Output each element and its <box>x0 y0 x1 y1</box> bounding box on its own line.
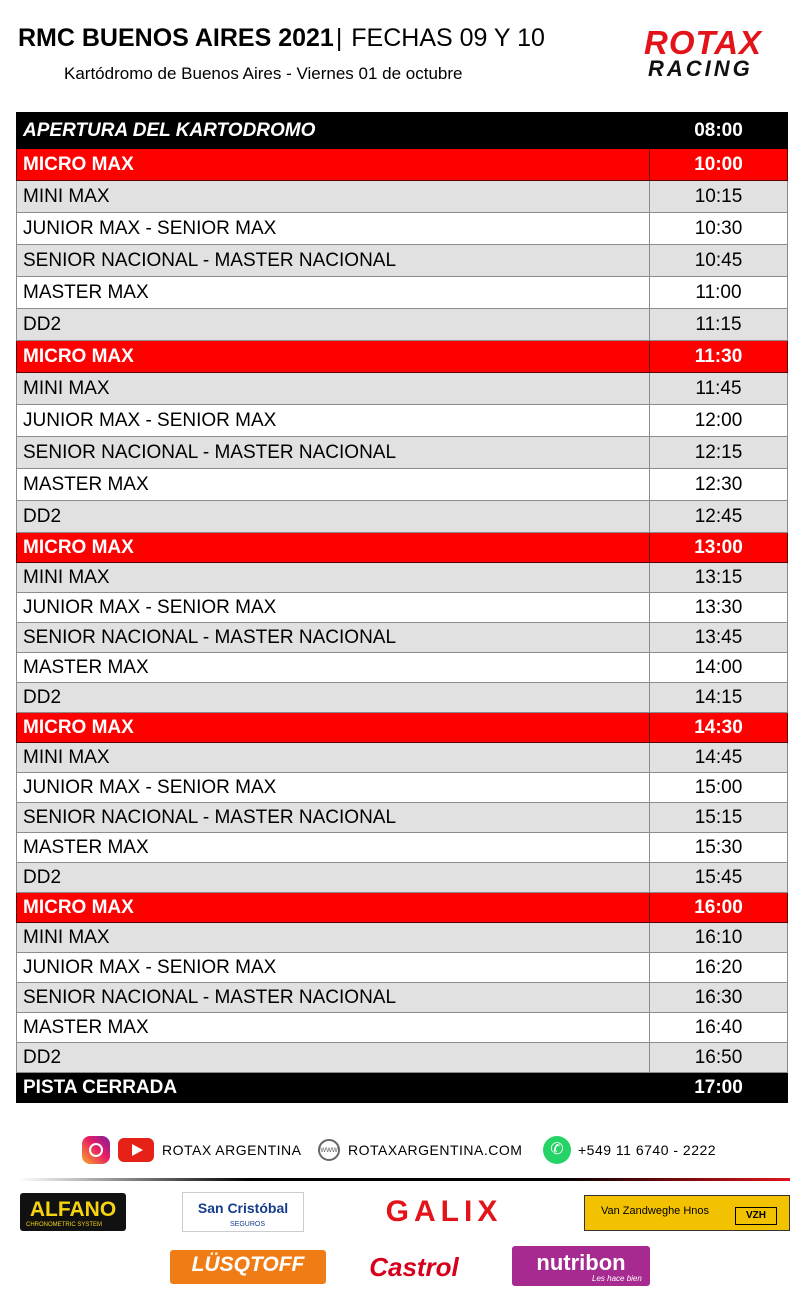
session-name: MINI MAX <box>17 923 650 953</box>
session-name: DD2 <box>17 309 650 341</box>
session-time: 11:00 <box>650 277 788 309</box>
schedule-row <box>17 277 788 309</box>
session-name: JUNIOR MAX - SENIOR MAX <box>17 953 650 983</box>
session-name: SENIOR NACIONAL - MASTER NACIONAL <box>17 983 650 1013</box>
session-time: 11:30 <box>650 341 788 373</box>
session-time: 16:50 <box>650 1043 788 1073</box>
session-name: MICRO MAX <box>17 341 650 373</box>
schedule-row <box>17 1013 788 1043</box>
session-name: MASTER MAX <box>17 653 650 683</box>
schedule-row <box>17 149 788 181</box>
session-time: 13:30 <box>650 593 788 623</box>
session-time: 08:00 <box>650 113 788 149</box>
schedule-row <box>17 653 788 683</box>
session-time: 12:45 <box>650 501 788 533</box>
sponsor-san-cristobal: San Cristóbal <box>182 1192 304 1232</box>
page-header <box>0 0 800 110</box>
session-time: 11:45 <box>650 373 788 405</box>
rotax-logo: ROTAX <box>644 24 763 61</box>
session-name: MINI MAX <box>17 563 650 593</box>
session-time: 16:40 <box>650 1013 788 1043</box>
youtube-icon[interactable] <box>118 1138 154 1162</box>
schedule-row <box>17 437 788 469</box>
sponsor-nutribon: nutribon <box>512 1246 650 1286</box>
session-name: JUNIOR MAX - SENIOR MAX <box>17 405 650 437</box>
divider <box>18 1178 790 1181</box>
event-dates: FECHAS 09 Y 10 <box>351 24 545 52</box>
session-time: 16:00 <box>650 893 788 923</box>
session-time: 15:15 <box>650 803 788 833</box>
session-name: DD2 <box>17 1043 650 1073</box>
schedule-row <box>17 405 788 437</box>
schedule-row <box>17 501 788 533</box>
session-time: 15:30 <box>650 833 788 863</box>
session-time: 16:20 <box>650 953 788 983</box>
schedule-row <box>17 533 788 563</box>
social-bar <box>0 1132 800 1172</box>
schedule-row <box>17 743 788 773</box>
session-time: 14:30 <box>650 713 788 743</box>
schedule-row <box>17 833 788 863</box>
session-time: 15:00 <box>650 773 788 803</box>
phone-number[interactable]: +549 11 6740 - 2222 <box>578 1142 717 1158</box>
session-name: DD2 <box>17 501 650 533</box>
schedule-table <box>16 112 788 1103</box>
session-name: MINI MAX <box>17 743 650 773</box>
globe-icon: www <box>318 1139 340 1161</box>
schedule-row <box>17 623 788 653</box>
schedule-row <box>17 1073 788 1103</box>
schedule-row <box>17 309 788 341</box>
sponsor-alfano: ALFANO <box>20 1193 126 1231</box>
schedule-row <box>17 803 788 833</box>
session-name: MICRO MAX <box>17 713 650 743</box>
session-time: 10:00 <box>650 149 788 181</box>
session-name: MASTER MAX <box>17 833 650 863</box>
schedule-row <box>17 773 788 803</box>
schedule-row <box>17 923 788 953</box>
session-time: 13:00 <box>650 533 788 563</box>
session-name: MASTER MAX <box>17 277 650 309</box>
session-name: MICRO MAX <box>17 149 650 181</box>
session-time: 11:15 <box>650 309 788 341</box>
session-time: 13:45 <box>650 623 788 653</box>
session-name: DD2 <box>17 863 650 893</box>
session-name: MICRO MAX <box>17 533 650 563</box>
session-name: SENIOR NACIONAL - MASTER NACIONAL <box>17 437 650 469</box>
event-name: RMC BUENOS AIRES 2021 <box>18 24 334 52</box>
session-time: 14:15 <box>650 683 788 713</box>
schedule-row <box>17 983 788 1013</box>
session-name: DD2 <box>17 683 650 713</box>
session-time: 10:15 <box>650 181 788 213</box>
session-name: MINI MAX <box>17 181 650 213</box>
session-name: PISTA CERRADA <box>17 1073 650 1103</box>
schedule-row <box>17 953 788 983</box>
session-name: SENIOR NACIONAL - MASTER NACIONAL <box>17 803 650 833</box>
session-name: MASTER MAX <box>17 469 650 501</box>
schedule-row <box>17 563 788 593</box>
session-time: 14:45 <box>650 743 788 773</box>
title-separator: | <box>335 24 343 52</box>
schedule-row <box>17 341 788 373</box>
sponsor-vzh: Van Zandweghe Hnos <box>584 1195 790 1231</box>
sponsor-vzh-badge: VZH <box>735 1207 777 1225</box>
session-name: SENIOR NACIONAL - MASTER NACIONAL <box>17 245 650 277</box>
schedule-row <box>17 713 788 743</box>
session-name: JUNIOR MAX - SENIOR MAX <box>17 773 650 803</box>
venue-date: Kartódromo de Buenos Aires - Viernes 01 de octubre <box>64 64 463 83</box>
session-time: 13:15 <box>650 563 788 593</box>
session-time: 15:45 <box>650 863 788 893</box>
session-time: 10:45 <box>650 245 788 277</box>
schedule-row <box>17 181 788 213</box>
schedule-row <box>17 245 788 277</box>
schedule-row <box>17 863 788 893</box>
sponsor-alfano-sub: CHRONOMETRIC SYSTEM <box>26 1222 103 1228</box>
sponsor-lusqtoff: LÜSQTOFF <box>170 1250 326 1284</box>
session-time: 16:10 <box>650 923 788 953</box>
page-title <box>18 24 545 53</box>
schedule-row <box>17 113 788 149</box>
session-time: 17:00 <box>650 1073 788 1103</box>
session-time: 12:30 <box>650 469 788 501</box>
session-name: APERTURA DEL KARTODROMO <box>17 113 650 149</box>
schedule-row <box>17 469 788 501</box>
session-time: 12:15 <box>650 437 788 469</box>
schedule-row <box>17 893 788 923</box>
schedule-row <box>17 213 788 245</box>
sponsor-san-cristobal-sub: SEGUROS <box>230 1221 266 1228</box>
racing-logo: RACING <box>648 56 753 81</box>
session-time: 10:30 <box>650 213 788 245</box>
session-time: 14:00 <box>650 653 788 683</box>
whatsapp-icon[interactable]: ✆ <box>543 1136 571 1164</box>
schedule-row <box>17 683 788 713</box>
session-name: JUNIOR MAX - SENIOR MAX <box>17 213 650 245</box>
sponsor-castrol: Castrol <box>369 1252 459 1282</box>
session-name: MINI MAX <box>17 373 650 405</box>
session-time: 12:00 <box>650 405 788 437</box>
website-link[interactable]: ROTAXARGENTINA.COM <box>348 1142 523 1158</box>
schedule-row <box>17 1043 788 1073</box>
instagram-icon[interactable] <box>82 1136 110 1164</box>
sponsor-galix: GALIX <box>385 1196 503 1228</box>
session-name: SENIOR NACIONAL - MASTER NACIONAL <box>17 623 650 653</box>
schedule-row <box>17 593 788 623</box>
session-name: JUNIOR MAX - SENIOR MAX <box>17 593 650 623</box>
session-name: MICRO MAX <box>17 893 650 923</box>
social-account[interactable]: ROTAX ARGENTINA <box>162 1142 302 1158</box>
schedule-row <box>17 373 788 405</box>
session-name: MASTER MAX <box>17 1013 650 1043</box>
sponsor-nutribon-sub: Les hace bien <box>592 1274 642 1283</box>
session-time: 16:30 <box>650 983 788 1013</box>
